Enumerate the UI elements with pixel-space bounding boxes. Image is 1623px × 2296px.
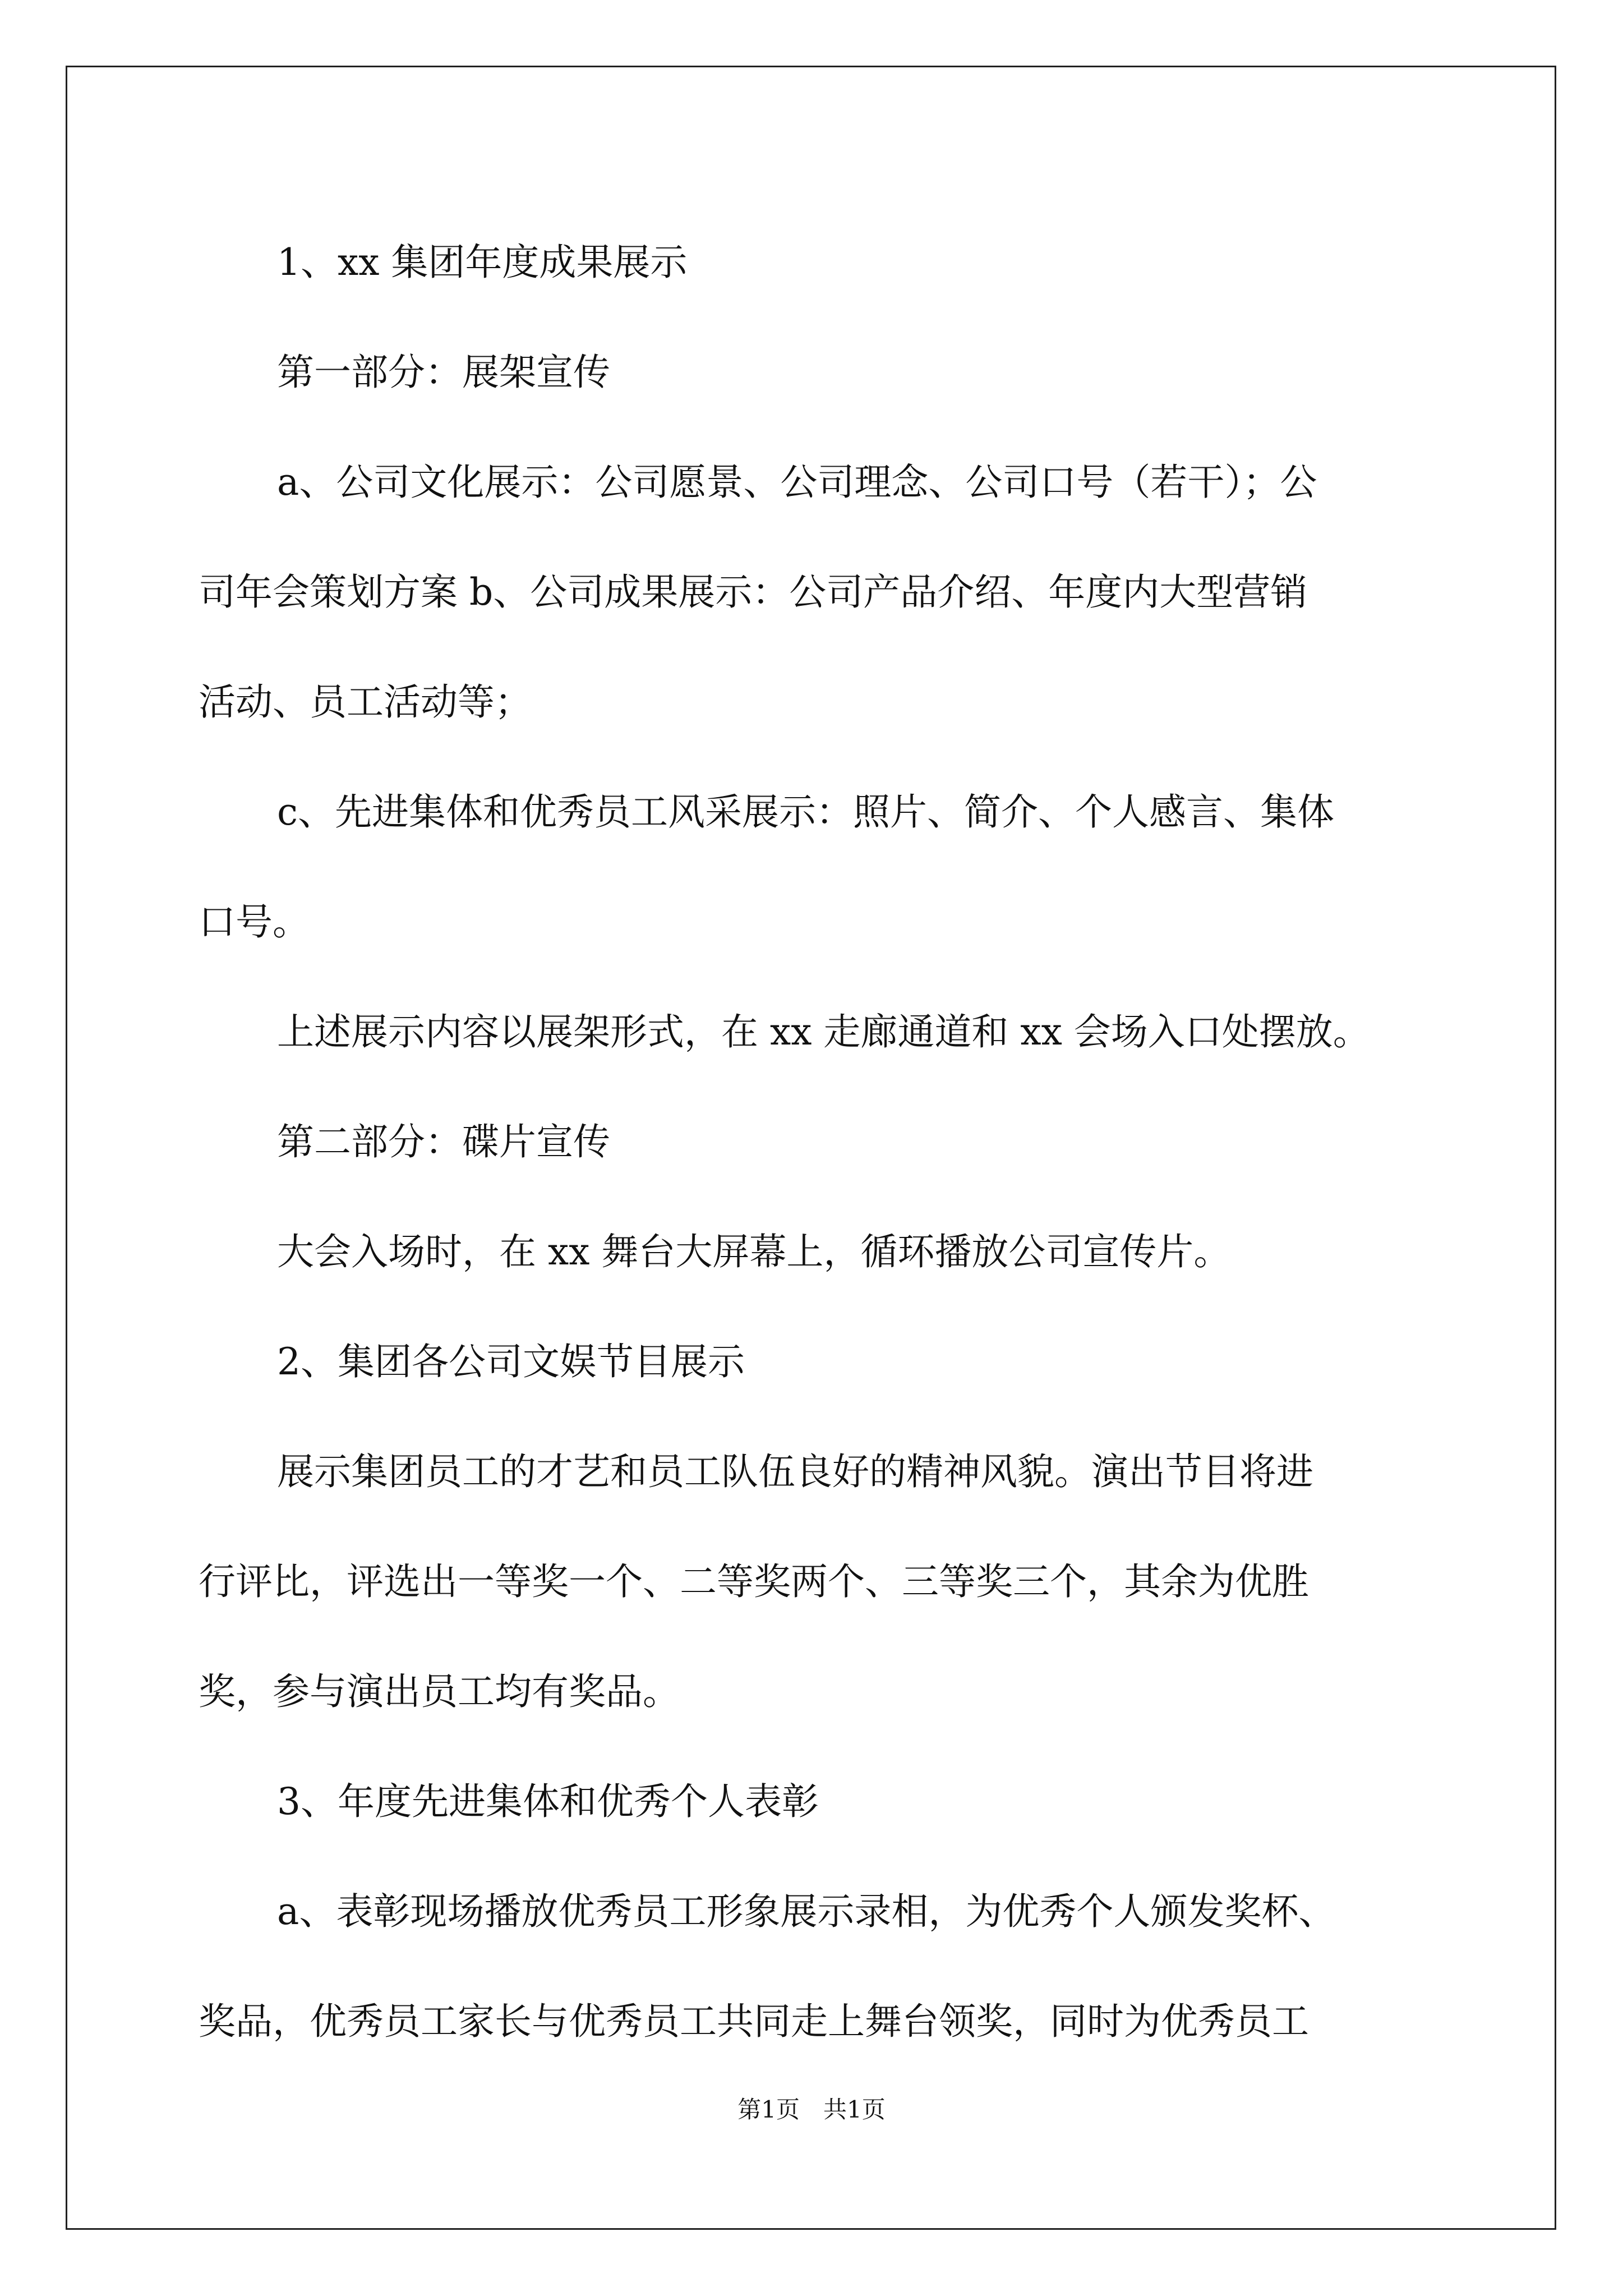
paragraph-line: 口号。: [199, 900, 310, 944]
paragraph-line: 司年会策划方案 b、公司成果展示：公司产品介绍、年度内大型营销: [199, 570, 1308, 614]
paragraph-line: a、公司文化展示：公司愿景、公司理念、公司口号（若干）；公: [277, 461, 1317, 504]
paragraph-line: 活动、员工活动等；: [199, 680, 532, 724]
page-number-footer: 第1页 共1页: [737, 2096, 886, 2123]
document-body: [199, 208, 1432, 2077]
paragraph-line: a、表彰现场播放优秀员工形象展示录相，为优秀个人颁发奖杯、: [277, 1890, 1336, 1933]
paragraph-line: 奖品，优秀员工家长与优秀员工共同走上舞台领奖，同时为优秀员工: [199, 2000, 1309, 2043]
heading-3: 3、年度先进集体和优秀个人表彰: [277, 1780, 819, 1823]
paragraph-line: 展示集团员工的才艺和员工队伍良好的精神风貌。演出节目将进: [277, 1450, 1313, 1493]
heading-2: 2、集团各公司文娱节目展示: [277, 1340, 745, 1383]
paragraph-line: c、先进集体和优秀员工风采展示：照片、简介、个人感言、集体: [277, 790, 1334, 834]
paragraph-line: 大会入场时，在 xx 舞台大屏幕上，循环播放公司宣传片。: [277, 1230, 1231, 1273]
paragraph-line: 上述展示内容以展架形式，在 xx 走廊通道和 xx 会场入口处摆放。: [277, 1010, 1370, 1053]
paragraph-line: 行评比，评选出一等奖一个、二等奖两个、三等奖三个，其余为优胜: [199, 1560, 1309, 1603]
subheading-part-1: 第一部分：展架宣传: [277, 351, 610, 394]
paragraph-line: 奖，参与演出员工均有奖品。: [199, 1670, 680, 1713]
subheading-part-2: 第二部分：碟片宣传: [277, 1120, 610, 1163]
heading-1: 1、xx 集团年度成果展示: [277, 241, 688, 284]
